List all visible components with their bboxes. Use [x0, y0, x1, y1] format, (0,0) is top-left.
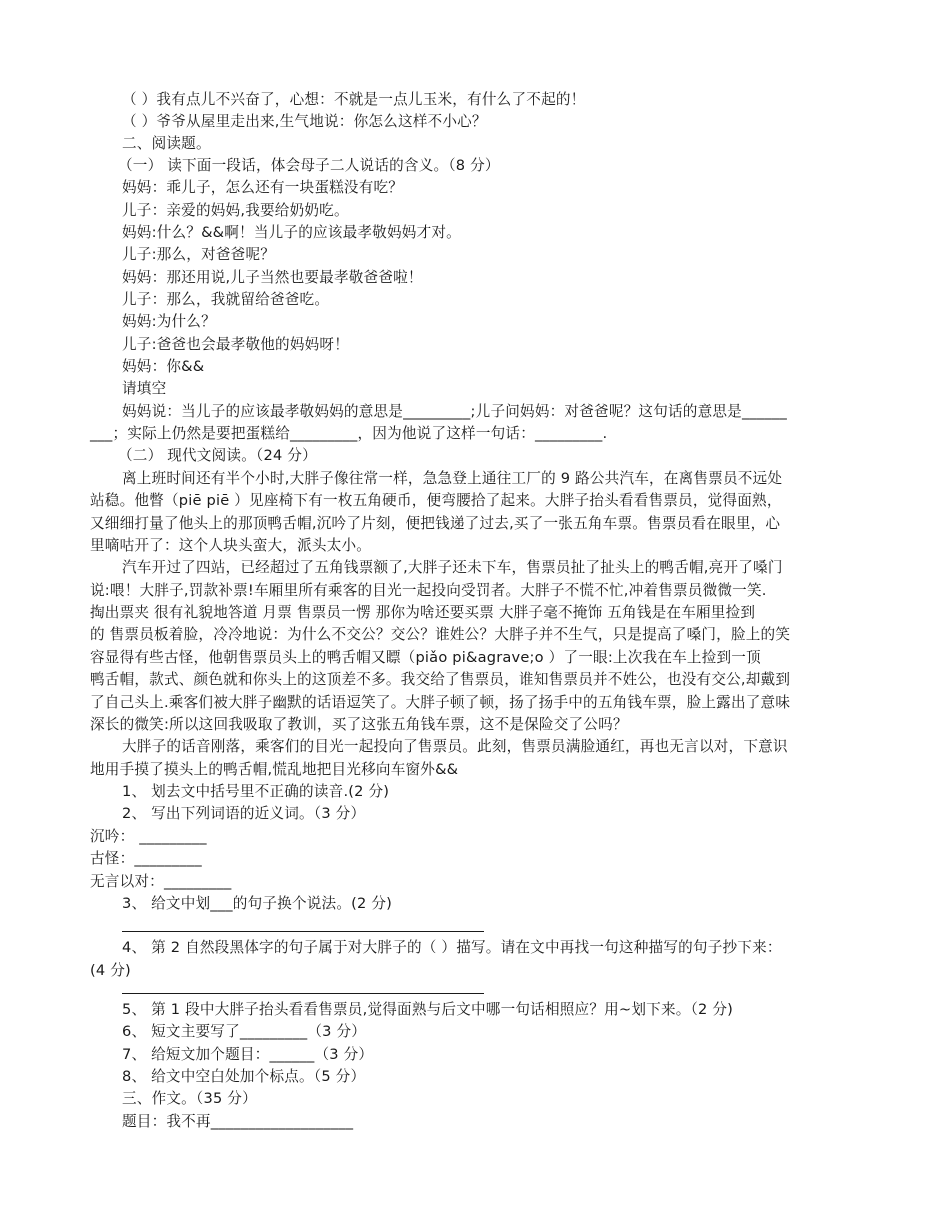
passage-line: 容显得有些古怪，他朝售票员头上的鸭舌帽又瞟（piǎo pi&agrave;o ）了一眼:上次我在车上捡到一顶 — [90, 649, 761, 666]
question-3: 3、 给文中划___的句子换个说法。(2 分) — [122, 895, 393, 912]
text-line: （ ）爷爷从屋里走出来,生气地说：你怎么这样不小心？ — [122, 113, 487, 130]
synonym-item: 无言以对：_________ — [90, 873, 232, 890]
passage-line: 掏出票夹 很有礼貌地答道 月票 售票员一愣 那你为啥还要买票 大胖子毫不掩饰 五角钱是在车厢里捡到 — [90, 604, 756, 621]
section-heading: 三、作文。（35 分） — [122, 1090, 257, 1107]
text-line: 请填空 — [122, 380, 167, 397]
passage-line: 了自己头上.乘客们被大胖子幽默的话语逗笑了。大胖子顿了顿，扬了扬手中的五角钱车票，脸上露出了意味 — [90, 694, 791, 711]
question-6: 6、 短文主要写了_________（3 分） — [122, 1023, 367, 1040]
dialogue-line: 妈妈：那还用说,儿子当然也要最孝敬爸爸啦！ — [122, 269, 423, 286]
synonym-item: 沉吟： _________ — [90, 828, 207, 845]
passage-line: 站稳。他瞥（piē piē ）见座椅下有一枚五角硬币，便弯腰拾了起来。大胖子抬头看看售票员，觉得面熟， — [90, 492, 782, 509]
fill-blank-line: ___；实际上仍然是要把蛋糕给_________，因为他说了这样一句话：_________. — [90, 425, 608, 442]
answer-line — [122, 931, 484, 932]
dialogue-line: 儿子：那么，我就留给爸爸吃。 — [122, 291, 330, 308]
question-4-points: (4 分) — [90, 962, 131, 979]
question-7: 7、 给短文加个题目：______（3 分） — [122, 1046, 374, 1063]
question-1: 1、 划去文中括号里不正确的读音.(2 分) — [122, 783, 390, 800]
subsection-heading: （一） 读下面一段话，体会母子二人说话的含义。（8 分） — [118, 157, 500, 174]
synonym-item: 古怪：_________ — [90, 850, 202, 867]
dialogue-line: 儿子:那么，对爸爸呢？ — [122, 246, 276, 263]
passage-line: 的 售票员板着脸，冷冷地说：为什么不交公？交公？谁姓公？大胖子并不生气，只是提高了嗓门，脸上的笑 — [90, 626, 791, 643]
dialogue-line: 儿子：亲爱的妈妈,我要给奶奶吃。 — [122, 202, 349, 219]
text-line: （ ）我有点儿不兴奋了，心想：不就是一点儿玉米，有什么了不起的！ — [122, 91, 586, 108]
dialogue-line: 儿子:爸爸也会最孝敬他的妈妈呀！ — [122, 336, 350, 353]
passage-line: 鸭舌帽，款式、颜色就和你头上的这顶差不多。我交给了售票员，谁知售票员并不姓公，也没有交公,却戴到 — [90, 671, 791, 688]
passage-line: 地用手摸了摸头上的鸭舌帽,慌乱地把目光移向车窗外&& — [90, 761, 459, 778]
question-2: 2、 写出下列词语的近义词。（3 分） — [122, 805, 366, 822]
fill-blank-line: 妈妈说：当儿子的应该最孝敬妈妈的意思是_________;儿子问妈妈：对爸爸呢？这句话的意思是______ — [122, 403, 787, 420]
question-8: 8、 给文中空白处加个标点。（5 分） — [122, 1068, 366, 1085]
answer-line — [122, 993, 484, 994]
dialogue-line: 妈妈：乖儿子，怎么还有一块蛋糕没有吃？ — [122, 179, 404, 196]
section-heading: 二、阅读题。 — [122, 135, 211, 152]
question-4: 4、 第 2 自然段黑体字的句子属于对大胖子的（ ）描写。请在文中再找一句这种描写的句子抄下来： — [122, 939, 782, 956]
composition-title: 题目：我不再___________________ — [122, 1113, 354, 1130]
question-5: 5、 第 1 段中大胖子抬头看看售票员,觉得面熟与后文中哪一句话相照应？用~划下来。（2 分) — [122, 1001, 734, 1018]
passage-line: 汽车开过了四站，已经超过了五角钱票额了,大胖子还未下车，售票员扯了扯头上的鸭舌帽,亮开了嗓门 — [122, 559, 783, 576]
dialogue-line: 妈妈:为什么？ — [122, 313, 216, 330]
passage-line: 大胖子的话音刚落，乘客们的目光一起投向了售票员。此刻，售票员满脸通红，再也无言以对，下意识 — [122, 738, 788, 755]
passage-line: 又细细打量了他头上的那顶鸭舌帽,沉吟了片刻，便把钱递了过去,买了一张五角车票。售票员看在眼里，心 — [90, 515, 781, 532]
passage-line: 说:喂！大胖子,罚款补票!车厢里所有乘客的目光一起投向受罚者。大胖子不慌不忙,冲着售票员微微一笑. — [90, 582, 767, 599]
subsection-heading: （二） 现代文阅读。（24 分） — [118, 447, 317, 464]
passage-line: 里嘀咕开了：这个人块头蛮大，派头太小。 — [90, 537, 372, 554]
dialogue-line: 妈妈:什么？&&啊！当儿子的应该最孝敬妈妈才对。 — [122, 224, 461, 241]
dialogue-line: 妈妈：你&& — [122, 358, 205, 375]
passage-line: 深长的微笑:所以这回我吸取了教训，买了这张五角钱车票，这不是保险交了公吗？ — [90, 716, 628, 733]
passage-line: 离上班时间还有半个小时,大胖子像往常一样，急急登上通往工厂的 9 路公共汽车，在离售票员不远处 — [122, 470, 783, 487]
